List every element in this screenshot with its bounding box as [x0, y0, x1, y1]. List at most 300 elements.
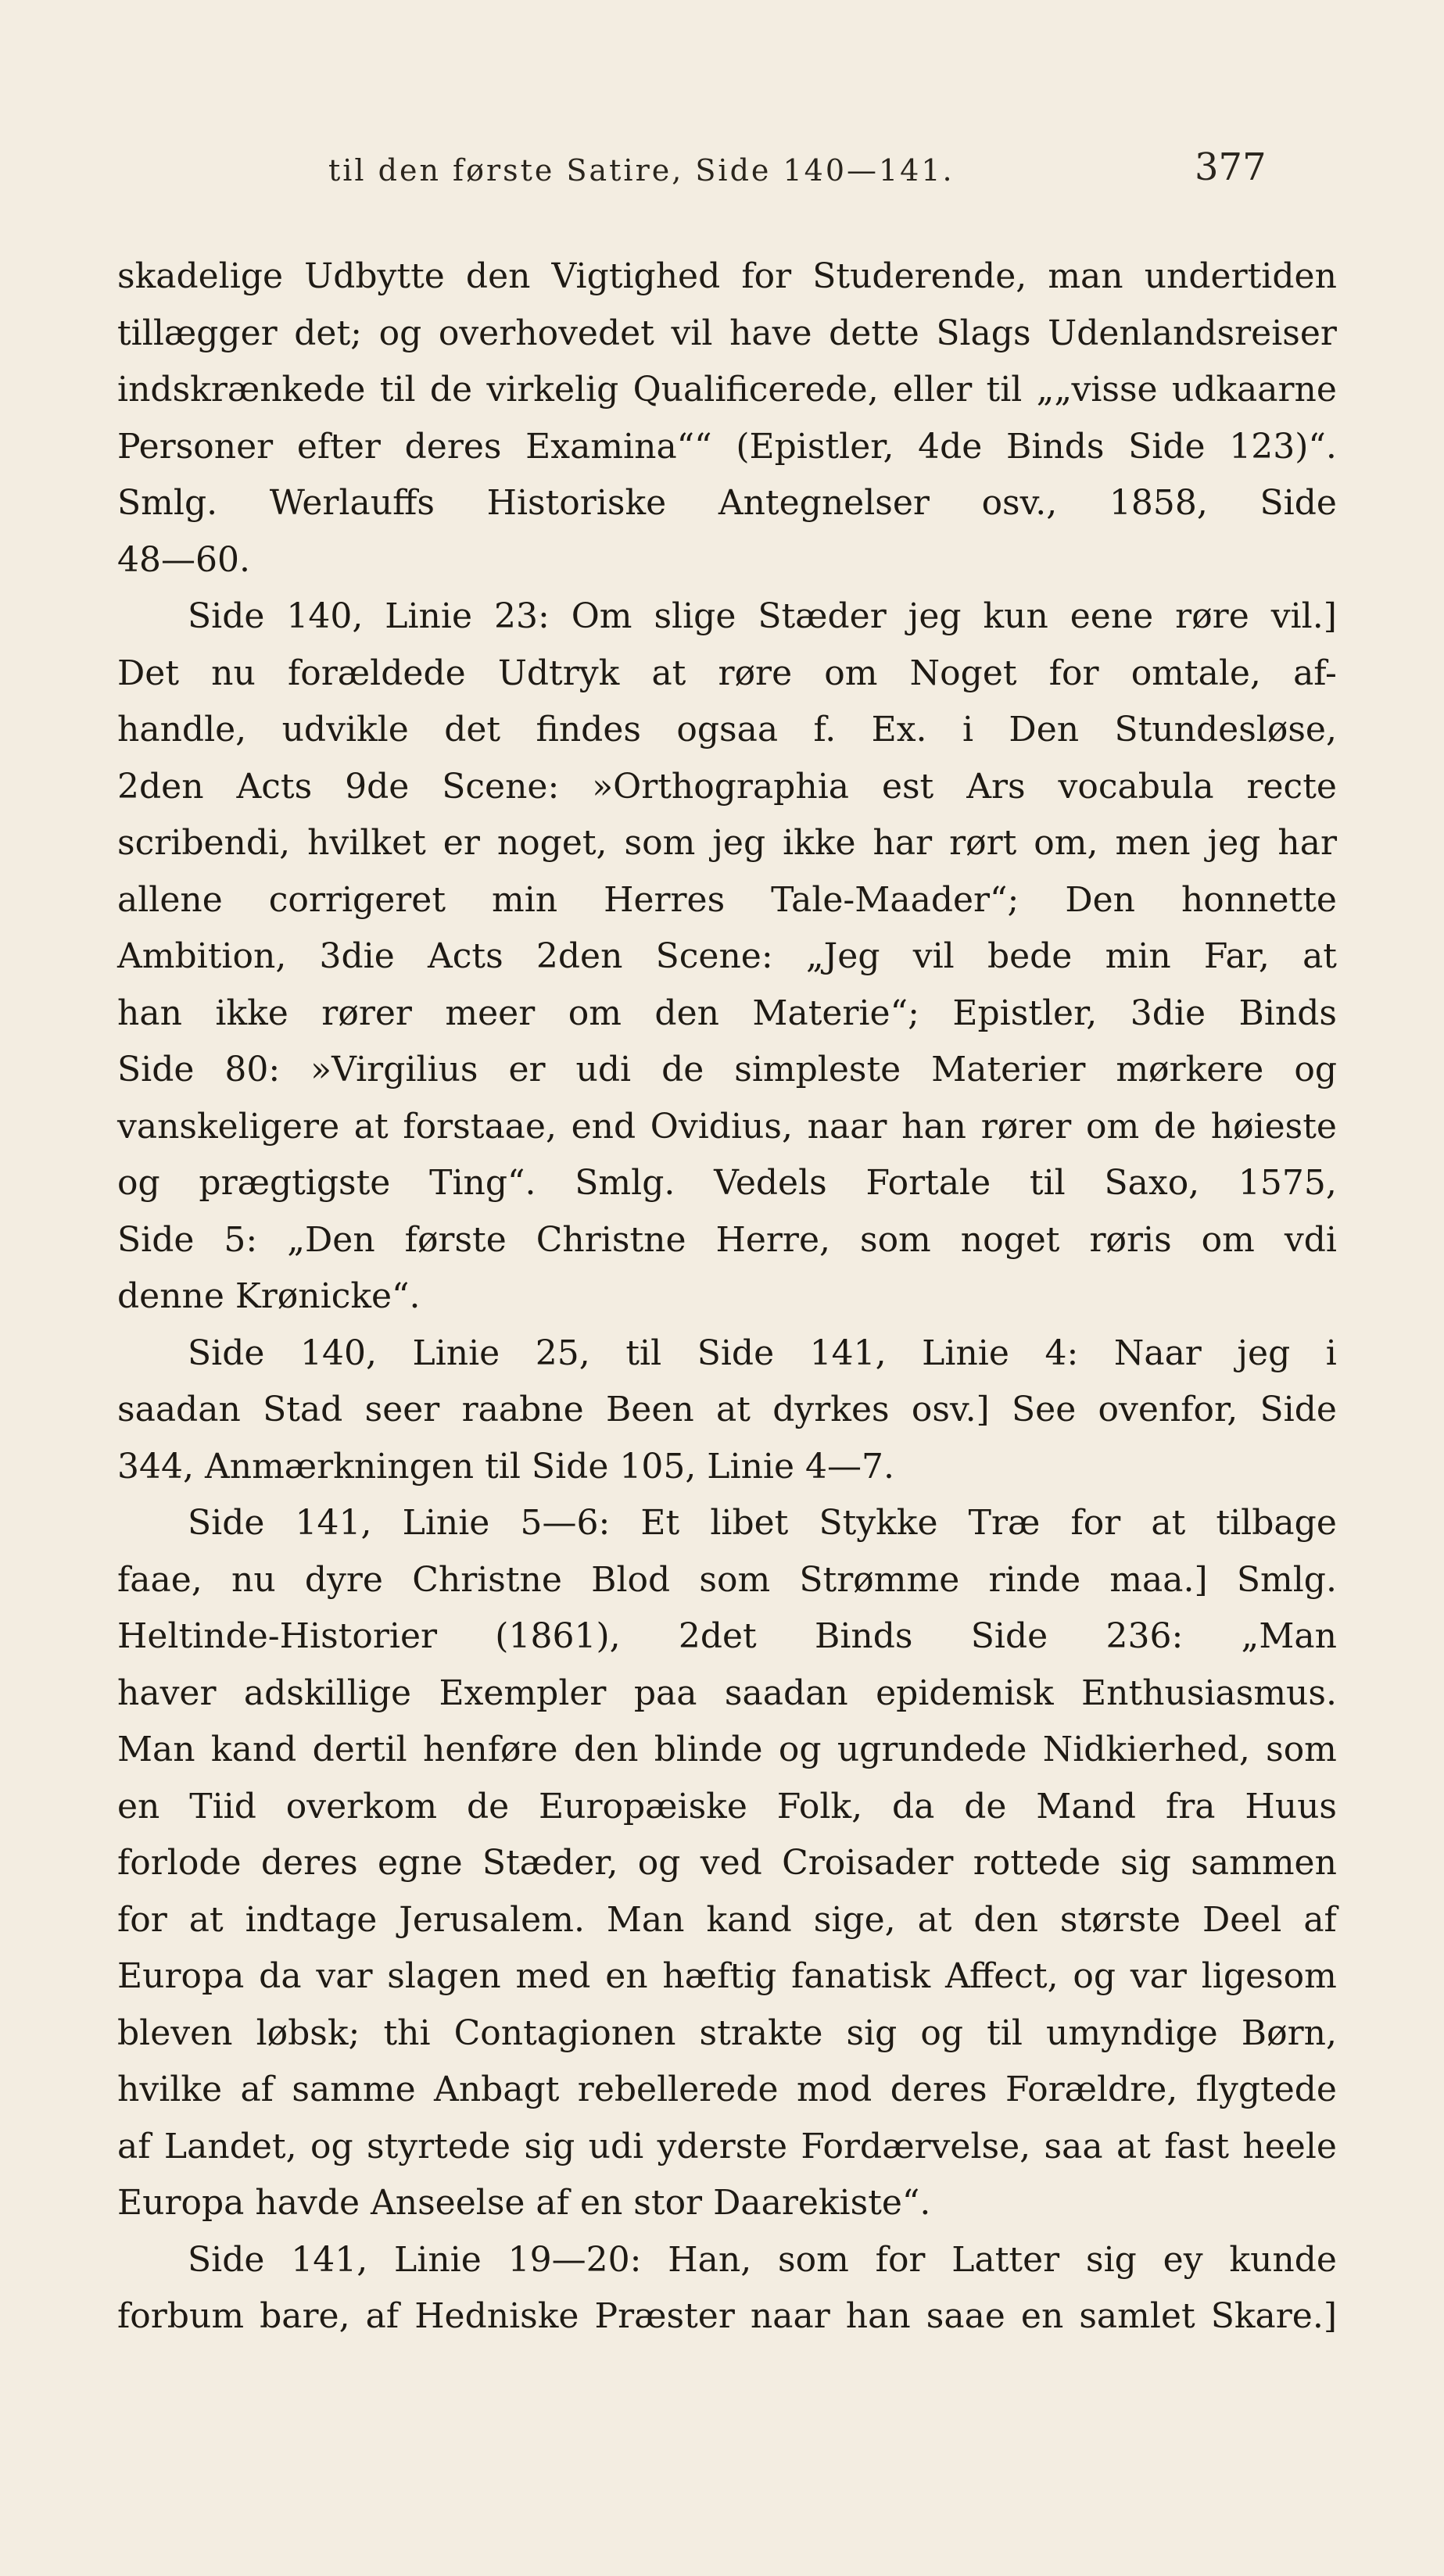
word: af [240, 2070, 274, 2109]
word: »Virgilius [310, 1050, 478, 1089]
word: Linie [385, 596, 473, 636]
word: den [654, 993, 719, 1033]
word: Stæder, [482, 1843, 618, 1883]
text-line [117, 1552, 1337, 1609]
word: 141, [295, 1503, 372, 1543]
word: 80: [224, 1050, 281, 1089]
word: at [716, 1390, 751, 1429]
word: Side [1259, 1390, 1337, 1429]
text-line [117, 1155, 1337, 1212]
word: libet [710, 1503, 789, 1543]
text-line [117, 1212, 1337, 1269]
text-line [117, 872, 1337, 929]
word: maa.] [1109, 1559, 1208, 1600]
word: Den [1065, 879, 1135, 920]
word: paa [633, 1673, 697, 1713]
word: virkelig [486, 370, 619, 410]
word: om [568, 993, 622, 1033]
text-line [117, 419, 1337, 476]
word: 123)“. [1229, 426, 1337, 467]
word: Den [1009, 710, 1080, 750]
word: rører [980, 1106, 1072, 1147]
text-line [117, 1948, 1337, 2005]
word: en [117, 1786, 160, 1826]
word: saadan [117, 1390, 241, 1429]
word: indskrænkede [117, 370, 366, 410]
word: umyndige [1046, 2012, 1218, 2053]
word: vil [912, 936, 955, 976]
word: Side [970, 1616, 1048, 1656]
word: om, [1034, 823, 1098, 863]
word: Linie [394, 2239, 482, 2280]
word: af [365, 2296, 400, 2336]
text-line [117, 2288, 1337, 2345]
word: jeg [1207, 823, 1261, 863]
word: heele [1242, 2126, 1337, 2166]
word: om [1201, 1219, 1255, 1260]
word: af [117, 2126, 151, 2166]
word: allene [117, 879, 223, 920]
word: og [637, 1843, 681, 1883]
word: røre [1175, 596, 1249, 636]
word: Christne [412, 1559, 562, 1600]
word: Binds [1238, 993, 1337, 1033]
word: 19—20: [507, 2239, 642, 2280]
text-line [117, 646, 1337, 703]
word: indtage [245, 1899, 378, 1940]
word: ey [1163, 2239, 1203, 2280]
word: Personer [117, 426, 274, 467]
word: Vigtighed [551, 256, 721, 296]
text-line: Europa havde Anseelse af en stor Daarekiste“. [117, 2183, 931, 2223]
word: udi [575, 1050, 632, 1089]
word: nu [231, 1559, 276, 1600]
word: nu [211, 653, 256, 693]
word: Huus [1245, 1786, 1337, 1826]
word: til [625, 1333, 662, 1373]
word: i [1325, 1333, 1337, 1373]
word: Naar [1113, 1333, 1202, 1373]
word: har [1277, 823, 1337, 863]
text-line [117, 1722, 1337, 1779]
word: mod [796, 2070, 872, 2109]
word: han [901, 1106, 967, 1147]
word: Ex. [871, 710, 927, 750]
word: Europa [117, 1956, 245, 1996]
word: Examina““ [525, 426, 712, 467]
word: forældede [288, 653, 466, 693]
word: dyre [304, 1559, 383, 1600]
word: Ambition, [117, 936, 287, 976]
word: var [1130, 1956, 1187, 1996]
word: Scene: [442, 766, 560, 807]
word: end [571, 1106, 636, 1147]
word: fast [1164, 2126, 1230, 2166]
word: Materier [931, 1050, 1086, 1089]
word: sige, [813, 1899, 896, 1940]
word: omtale, [1130, 653, 1261, 693]
word: Acts [428, 936, 503, 976]
word: meer [445, 993, 536, 1033]
word: vanskeligere [117, 1106, 340, 1147]
word: Forældre, [1005, 2070, 1178, 2109]
word: jeg [908, 596, 962, 636]
word: 25, [535, 1333, 590, 1373]
word: Side [188, 1333, 265, 1373]
word: Saxo, [1104, 1163, 1200, 1203]
word: Stundesløse, [1114, 710, 1337, 750]
text-line [117, 249, 1337, 306]
word: Udtryk [497, 653, 620, 693]
word: røre [718, 653, 793, 693]
word: det; [294, 313, 362, 353]
word: noget [960, 1219, 1060, 1260]
word: rørt [949, 823, 1017, 863]
word: sig [1120, 1843, 1171, 1883]
word: Nidkierhed, [1042, 1730, 1250, 1769]
word: Europæiske [539, 1786, 747, 1826]
word: røris [1089, 1219, 1172, 1260]
word: henføre [423, 1730, 558, 1769]
word: og [778, 1730, 822, 1769]
word: ovenfor, [1098, 1390, 1238, 1429]
word: og [378, 313, 422, 353]
word: for [1070, 1503, 1121, 1543]
text-line [117, 1779, 1337, 1836]
word: Præster [594, 2296, 735, 2336]
word: Binds [1005, 426, 1105, 467]
word: dette [829, 313, 919, 353]
word: en [1020, 2296, 1064, 2336]
word: at [1151, 1503, 1186, 1543]
text-line [117, 815, 1337, 872]
word: han [117, 993, 182, 1033]
word: Far, [1203, 936, 1270, 976]
word: kand [210, 1730, 297, 1769]
word: 4de [918, 426, 983, 467]
word: største [1059, 1899, 1181, 1940]
word: Smlg. [1236, 1559, 1337, 1600]
word: Enthusiasmus. [1081, 1673, 1337, 1713]
word: Børn, [1241, 2012, 1337, 2053]
word: Man [606, 1899, 685, 1940]
word: vocabula [1058, 766, 1214, 807]
text-line [117, 986, 1337, 1043]
word: Antegnelser [718, 483, 930, 523]
word: jeg [1237, 1333, 1291, 1373]
word: den [573, 1730, 639, 1769]
word: (1861), [495, 1616, 621, 1656]
word: og [117, 1163, 160, 1203]
text-line [117, 759, 1337, 816]
word: bleven [117, 2012, 233, 2053]
word: egne [378, 1843, 463, 1883]
text-line [117, 1665, 1337, 1723]
word: ligesom [1201, 1956, 1337, 1996]
word: til [986, 370, 1023, 410]
word: udvikle [281, 710, 409, 750]
text-line [117, 2119, 1337, 2176]
word: vil.] [1270, 596, 1337, 636]
text-line [117, 2062, 1337, 2119]
word: og [1073, 1956, 1116, 1996]
word: Mand [1036, 1786, 1137, 1826]
word: 5—6: [520, 1503, 611, 1543]
word: have [729, 313, 812, 353]
word: for [117, 1899, 167, 1940]
word: at [1116, 2126, 1151, 2166]
text-line [117, 928, 1337, 986]
word: Croisader [782, 1843, 954, 1883]
word: naar [750, 2296, 830, 2336]
word: dertil [312, 1730, 407, 1769]
word: „Den [287, 1219, 375, 1260]
word: osv.] [911, 1390, 990, 1429]
word: blinde [654, 1730, 763, 1769]
word: 141, [809, 1333, 887, 1373]
word: til [379, 370, 416, 410]
word: Tale-Maader“; [771, 879, 1019, 920]
word: »Orthographia [592, 766, 849, 807]
word: Epistler, [952, 993, 1098, 1033]
word: da [259, 1956, 302, 1996]
word: han [845, 2296, 911, 2336]
word: kand [706, 1899, 792, 1940]
word: Herres [604, 879, 726, 920]
word: Materie“; [752, 993, 919, 1033]
word: undertiden [1144, 256, 1337, 296]
word: Historiske [486, 483, 667, 523]
page-number: 377 [1195, 145, 1267, 189]
word: deres [404, 426, 502, 467]
word: min [1105, 936, 1171, 976]
word: og [920, 2012, 964, 2053]
word: det [444, 710, 501, 750]
word: sig [846, 2012, 898, 2053]
word: Træ [968, 1503, 1041, 1543]
word: strakte [699, 2012, 823, 2053]
word: mørkere [1116, 1050, 1264, 1089]
text-line [117, 1835, 1337, 1892]
word: at [188, 1899, 224, 1940]
word: man [1048, 256, 1123, 296]
word: flygtede [1195, 2070, 1337, 2109]
word: findes [536, 710, 641, 750]
word: 1858, [1109, 483, 1208, 523]
word: 23: [493, 596, 550, 636]
word: Udbytte [304, 256, 445, 296]
word: en [605, 1956, 648, 1996]
word: 141, [291, 2239, 368, 2280]
word: har [872, 823, 933, 863]
word: Man [117, 1730, 195, 1769]
word: efter [296, 426, 381, 467]
word: prægtigste [199, 1163, 391, 1203]
word: ugrundede [837, 1730, 1027, 1769]
word: forbum [117, 2296, 245, 2336]
word: handle, [117, 710, 247, 750]
word: kunde [1229, 2239, 1337, 2280]
word: 4: [1044, 1333, 1079, 1373]
word: 1575, [1238, 1163, 1337, 1203]
word: rører [321, 993, 412, 1033]
word: Smlg. [575, 1163, 675, 1203]
word: i [962, 710, 974, 750]
word: Side [1128, 426, 1206, 467]
word: Stæder [758, 596, 887, 636]
word: Tiid [189, 1786, 256, 1826]
text-line [117, 362, 1337, 419]
word: Side [697, 1333, 775, 1373]
word: Herre, [715, 1219, 830, 1260]
word: eller [892, 370, 973, 410]
word: Ting“. [429, 1163, 536, 1203]
word: saadan [724, 1673, 848, 1713]
word: løbsk; [256, 2012, 360, 2053]
word: da [891, 1786, 935, 1826]
word: Heltinde-Historier [117, 1616, 438, 1656]
word: eene [1070, 596, 1154, 636]
word: saa [1044, 2126, 1103, 2166]
word: Folk, [776, 1786, 863, 1826]
word: ved [700, 1843, 762, 1883]
text-line [117, 475, 1337, 532]
word: 9de [345, 766, 410, 807]
word: Jerusalem. [399, 1899, 585, 1940]
word: var [316, 1956, 373, 1996]
word: at [1302, 936, 1337, 976]
word: Skare.] [1210, 2296, 1337, 2336]
word: Christne [536, 1219, 686, 1260]
word: Linie [412, 1333, 500, 1373]
word: ikke [783, 823, 856, 863]
word: saae [926, 2296, 1005, 2336]
word: bare, [260, 2296, 350, 2336]
word: Qualificerede, [632, 370, 879, 410]
word: est [881, 766, 934, 807]
word: Han, [668, 2239, 752, 2280]
word: sig [524, 2126, 575, 2166]
word: Ovidius, [650, 1106, 793, 1147]
word: Studerende, [812, 256, 1027, 296]
word: som [1266, 1730, 1337, 1769]
word: Smlg. [117, 483, 218, 523]
text-line [117, 306, 1337, 363]
word: Side [188, 1503, 265, 1543]
word: udkaarne [1171, 370, 1337, 410]
word: Noget [909, 653, 1017, 693]
word: forlode [117, 1843, 242, 1883]
word: Blod [591, 1559, 671, 1600]
word: men [1115, 823, 1191, 863]
word: udi [588, 2126, 644, 2166]
word: Binds [815, 1616, 913, 1656]
word: at [917, 1899, 952, 1940]
word: 3die [319, 936, 395, 976]
word: 3die [1130, 993, 1206, 1033]
text-line [117, 1326, 1337, 1383]
word: haver [117, 1673, 217, 1713]
word: Werlauffs [269, 483, 435, 523]
word: Det [117, 653, 179, 693]
text-line [117, 702, 1337, 759]
text-line: 48—60. [117, 539, 250, 580]
word: Exempler [439, 1673, 607, 1713]
word: recte [1246, 766, 1337, 807]
word: den [465, 256, 531, 296]
word: samlet [1079, 2296, 1195, 2336]
text-line [117, 2005, 1337, 2063]
word: Been [605, 1390, 694, 1429]
word: første [404, 1219, 507, 1260]
word: er [443, 823, 480, 863]
word: Side [188, 596, 265, 636]
word: slagen [387, 1956, 501, 1996]
word: naar [807, 1106, 887, 1147]
word: 2den [117, 766, 204, 807]
word: 140, [299, 1333, 377, 1373]
text-line: denne Krønicke“. [117, 1276, 421, 1316]
word: vil [671, 313, 713, 353]
word: dyrkes [772, 1390, 890, 1429]
text-line [117, 1608, 1337, 1665]
word: adskillige [243, 1673, 412, 1713]
word: min [491, 879, 558, 920]
word: de [1153, 1106, 1197, 1147]
word: Side [117, 1219, 195, 1260]
word: 236: [1105, 1616, 1184, 1656]
word: Fortale [865, 1163, 991, 1203]
word: af [1303, 1899, 1337, 1940]
word: som [624, 823, 696, 863]
word: samme [292, 2070, 416, 2109]
word: Anbagt [434, 2070, 560, 2109]
word: Slags [936, 313, 1031, 353]
word: de [964, 1786, 1007, 1826]
word: for [875, 2239, 926, 2280]
word: de [466, 1786, 510, 1826]
word: overkom [285, 1786, 438, 1826]
word: fra [1165, 1786, 1216, 1826]
word: See [1012, 1390, 1077, 1429]
word: Stad [263, 1390, 343, 1429]
word: seer [364, 1390, 440, 1429]
word: Side [188, 2239, 265, 2280]
word: at [353, 1106, 389, 1147]
word: Om [571, 596, 632, 636]
word: om [1085, 1106, 1140, 1147]
word: af- [1293, 653, 1337, 693]
word: forstaae, [403, 1106, 557, 1147]
word: noget, [496, 823, 607, 863]
word: Stykke [819, 1503, 938, 1543]
word: yderste [657, 2126, 787, 2166]
word: ikke [215, 993, 288, 1033]
word: skadelige [117, 256, 284, 296]
word: Side [117, 1050, 195, 1089]
word: Strømme [799, 1559, 960, 1600]
word: og [310, 2126, 353, 2166]
word: om [824, 653, 878, 693]
text-line [117, 1099, 1337, 1156]
word: Vedels [714, 1163, 827, 1203]
text-line [117, 1382, 1337, 1439]
word: Linie [402, 1503, 490, 1543]
word: styrtede [366, 2126, 511, 2166]
word: deres [890, 2070, 987, 2109]
word: fanatisk [791, 1956, 931, 1996]
word: Linie [922, 1333, 1009, 1373]
